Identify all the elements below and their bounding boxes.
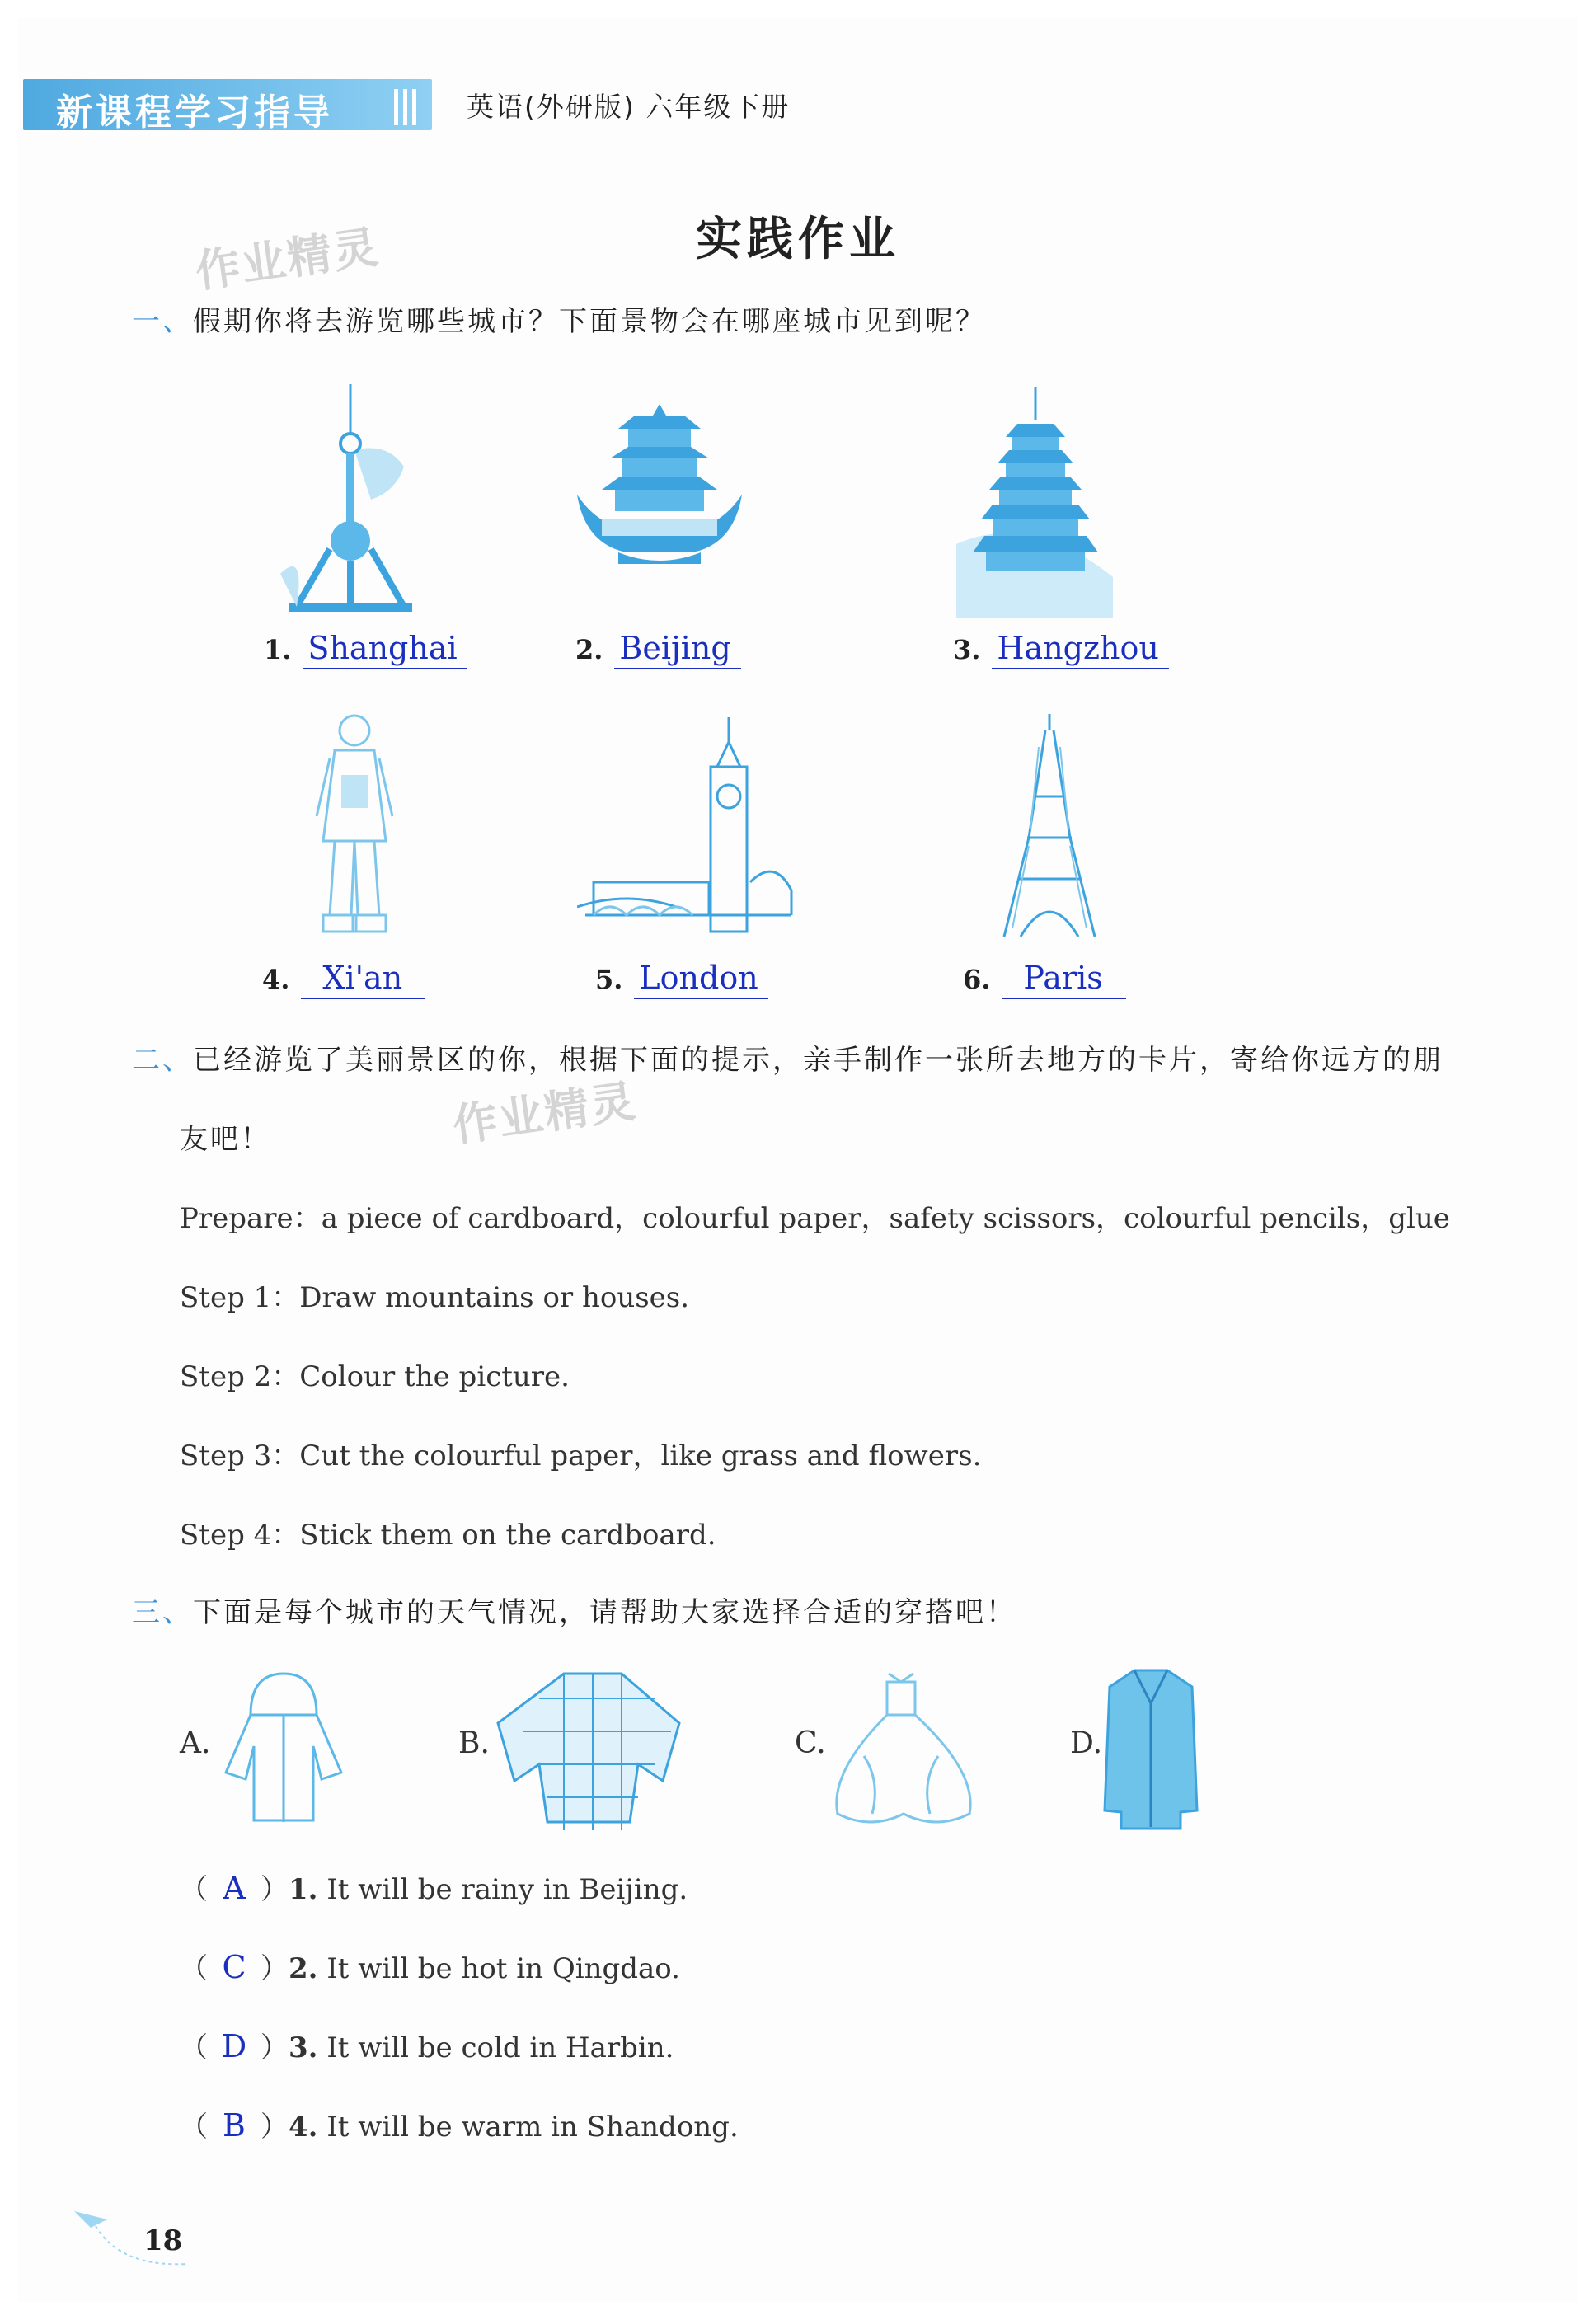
answer-letter: B [223,2107,246,2144]
coat-icon [1101,1665,1200,1830]
answer-2 [575,630,741,666]
answer-text: Beijing [614,630,740,669]
question-text: It will be cold in Harbin. [326,2031,674,2064]
item-number: 5. [595,964,623,995]
section-text: 假期你将去游览哪些城市？下面景物会在哪座城市见到呢？ [193,305,986,338]
item-number: 3. [289,2031,318,2064]
step-line: Step 4：Stick them on the cardboard. [180,1519,716,1552]
answer-3 [953,630,1169,666]
pagoda-icon [956,387,1113,618]
subject-label: 英语(外研版) 六年级下册 [467,91,791,123]
item-number: 4. [262,964,290,995]
question-text: It will be hot in Qingdao. [326,1952,680,1985]
answer-text: Shanghai [303,630,467,669]
question-text: It will be rainy in Beijing. [326,1873,688,1906]
step-line: Step 2：Colour the picture. [180,1360,570,1393]
item-number: 4. [289,2111,318,2144]
question-text: It will be warm in Shandong. [326,2111,739,2144]
answer-text: Hangzhou [992,630,1168,669]
option-label: A. [180,1726,211,1760]
item-number: 2. [575,634,603,665]
section-2-prompt-cont: 友吧！ [180,1123,271,1156]
watermark: 作业精灵 [192,220,383,298]
option-label: B. [458,1726,490,1760]
raincoat-icon [218,1665,350,1830]
answer-4 [262,960,425,996]
eiffel-tower-icon [996,714,1103,945]
section-text: 已经游览了美丽景区的你，根据下面的提示，亲手制作一张所去地方的卡片，寄给你远方的朋 [193,1044,1443,1077]
item-number: 6. [963,964,991,995]
section-number: 二、 [132,1044,193,1077]
answer-letter: D [221,2028,247,2064]
item-number: 3. [953,634,981,665]
section-number: 三、 [132,1596,193,1629]
question-3: （ D ）3. It will be cold in Harbin. [180,2028,674,2064]
answer-text: Xi'an [301,960,425,999]
prepare-line: Prepare：a piece of cardboard，colourful paper，safety scissors，colourful pencils，glue [180,1202,1450,1235]
answer-text: Paris [1002,960,1125,999]
answer-5 [595,960,768,996]
series-title: 新课程学习指导 [56,92,333,134]
answer-letter: C [222,1949,246,1985]
section-3-prompt [132,1590,1016,1630]
option-label: D. [1070,1726,1103,1760]
step-line: Step 1：Draw mountains or houses. [180,1281,690,1314]
watermark: 作业精灵 [449,1074,640,1153]
question-1: （ A ）1. It will be rainy in Beijing. [180,1870,688,1906]
page-title: 实践作业 [696,213,900,266]
oriental-pearl-tower-icon [272,384,420,615]
answer-6 [963,960,1126,996]
temple-of-heaven-icon [569,404,750,577]
item-number: 2. [289,1952,318,1985]
answer-letter: A [223,1870,246,1906]
page-number: 18 [143,2224,183,2257]
dress-icon [823,1665,979,1830]
option-label: C. [795,1726,826,1760]
question-4: （ B ）4. It will be warm in Shandong. [180,2107,739,2144]
item-number: 1. [264,634,292,665]
section-text: 下面是每个城市的天气情况，请帮助大家选择合适的穿搭吧！ [193,1596,1016,1629]
banner-decoration [394,89,421,129]
answer-text: London [634,960,767,999]
section-number: 一、 [132,305,193,338]
step-line: Step 3：Cut the colourful paper，like grass and flowers. [180,1439,982,1472]
terracotta-warrior-icon [305,709,404,948]
answer-1 [264,630,467,666]
question-2: （ C ）2. It will be hot in Qingdao. [180,1949,680,1985]
big-ben-icon [577,717,800,948]
plaid-shirt-icon [490,1665,696,1830]
item-number: 1. [289,1873,318,1906]
section-2-prompt [132,1037,1443,1078]
section-1-prompt [132,298,986,339]
series-banner [23,79,432,134]
